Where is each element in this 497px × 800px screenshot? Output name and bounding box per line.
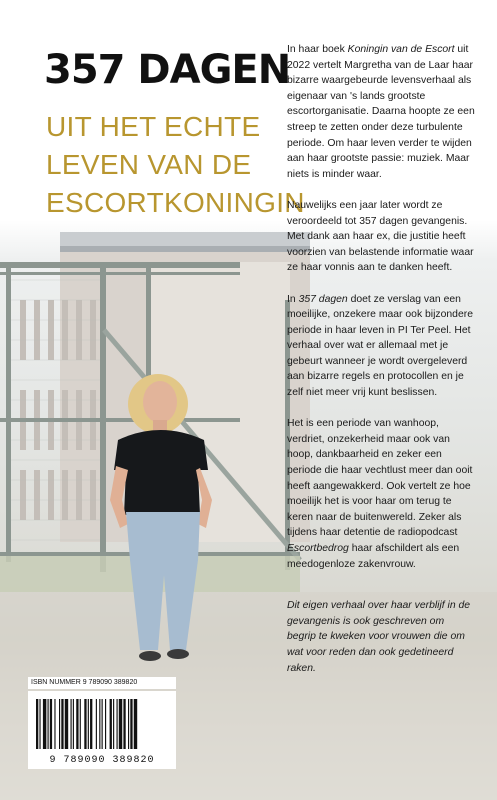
blurb-text [287,42,475,692]
text-run: doet ze verslag van een moeilijke, onzekere maar ook bijzondere periode in haar leven in PI Ter Peel. Het verhaal over wat er allemaal met je gebeurt wanneer je wordt overgeleverd aan bizarre regels en protocollen en je zelf niet meer vrij kunt beslissen. [287,293,473,399]
book-subtitle [46,108,305,222]
text-run: In [287,293,299,305]
book-reference: Koningin van de Escort [347,44,455,55]
text-run: uit 2022 vertelt Margretha van de Laar haar bizarre waargebeurde levensverhaal als eigenaar van 's lands grootste escortorganisatie. Daarna hoopte ze een streep te zetten onder deze turbulente periode. Om haar leven verder te wijden aan haar grootste passie: muziek. Maar niets is minder waar. [287,44,475,180]
blurb-paragraph-4 [287,416,475,572]
blurb-paragraph-3 [287,292,475,401]
blurb-paragraph-5: Dit eigen verhaal over haar verblijf in de gevangenis is ook geschreven om begrip te kweken voor vrouwen die om wat voor reden dan ook gedetineerd raken. [287,600,471,674]
text-run: In haar boek [287,44,348,55]
isbn-label: ISBN NUMMER 9 789090 389820 [28,677,176,689]
text-run: haar afschildert als een meedogenloze zakenvrouw. [287,543,460,570]
subtitle-line: UIT HET ECHTE [46,111,261,142]
blurb-paragraph-1 [287,42,475,182]
blurb-paragraph-2: Nauwelijks een jaar later wordt ze veroordeeld tot 357 dagen gevangenis. Met dank aan haar ex, die justitie heeft voorzien van belastende informatie waar ze haar vonnis aan te danken heeft. [287,199,474,274]
subtitle-line: LEVEN VAN DE [46,149,252,180]
text-run: Het is een periode van wanhoop, verdriet, onzekerheid maar ook van hoop, dankbaarheid en zeker een periode die haar vechtlust meer dan ooit heeft aangewakkerd. Ook vertelt ze hoe moeilijk het is voor haar om terug te keren naar de buitenwereld. Zeker als tijdens haar detentie de radiopodcast [287,418,473,539]
book-title: 357 DAGEN [44,47,291,93]
book-reference: 357 dagen [298,293,348,305]
subtitle-line: ESCORTKONINGIN [46,187,305,218]
isbn-number: 9 789090 389820 [49,755,155,766]
isbn-barcode [28,691,176,769]
barcode-bars [36,699,168,749]
podcast-reference: Escortbedrog [287,543,349,554]
